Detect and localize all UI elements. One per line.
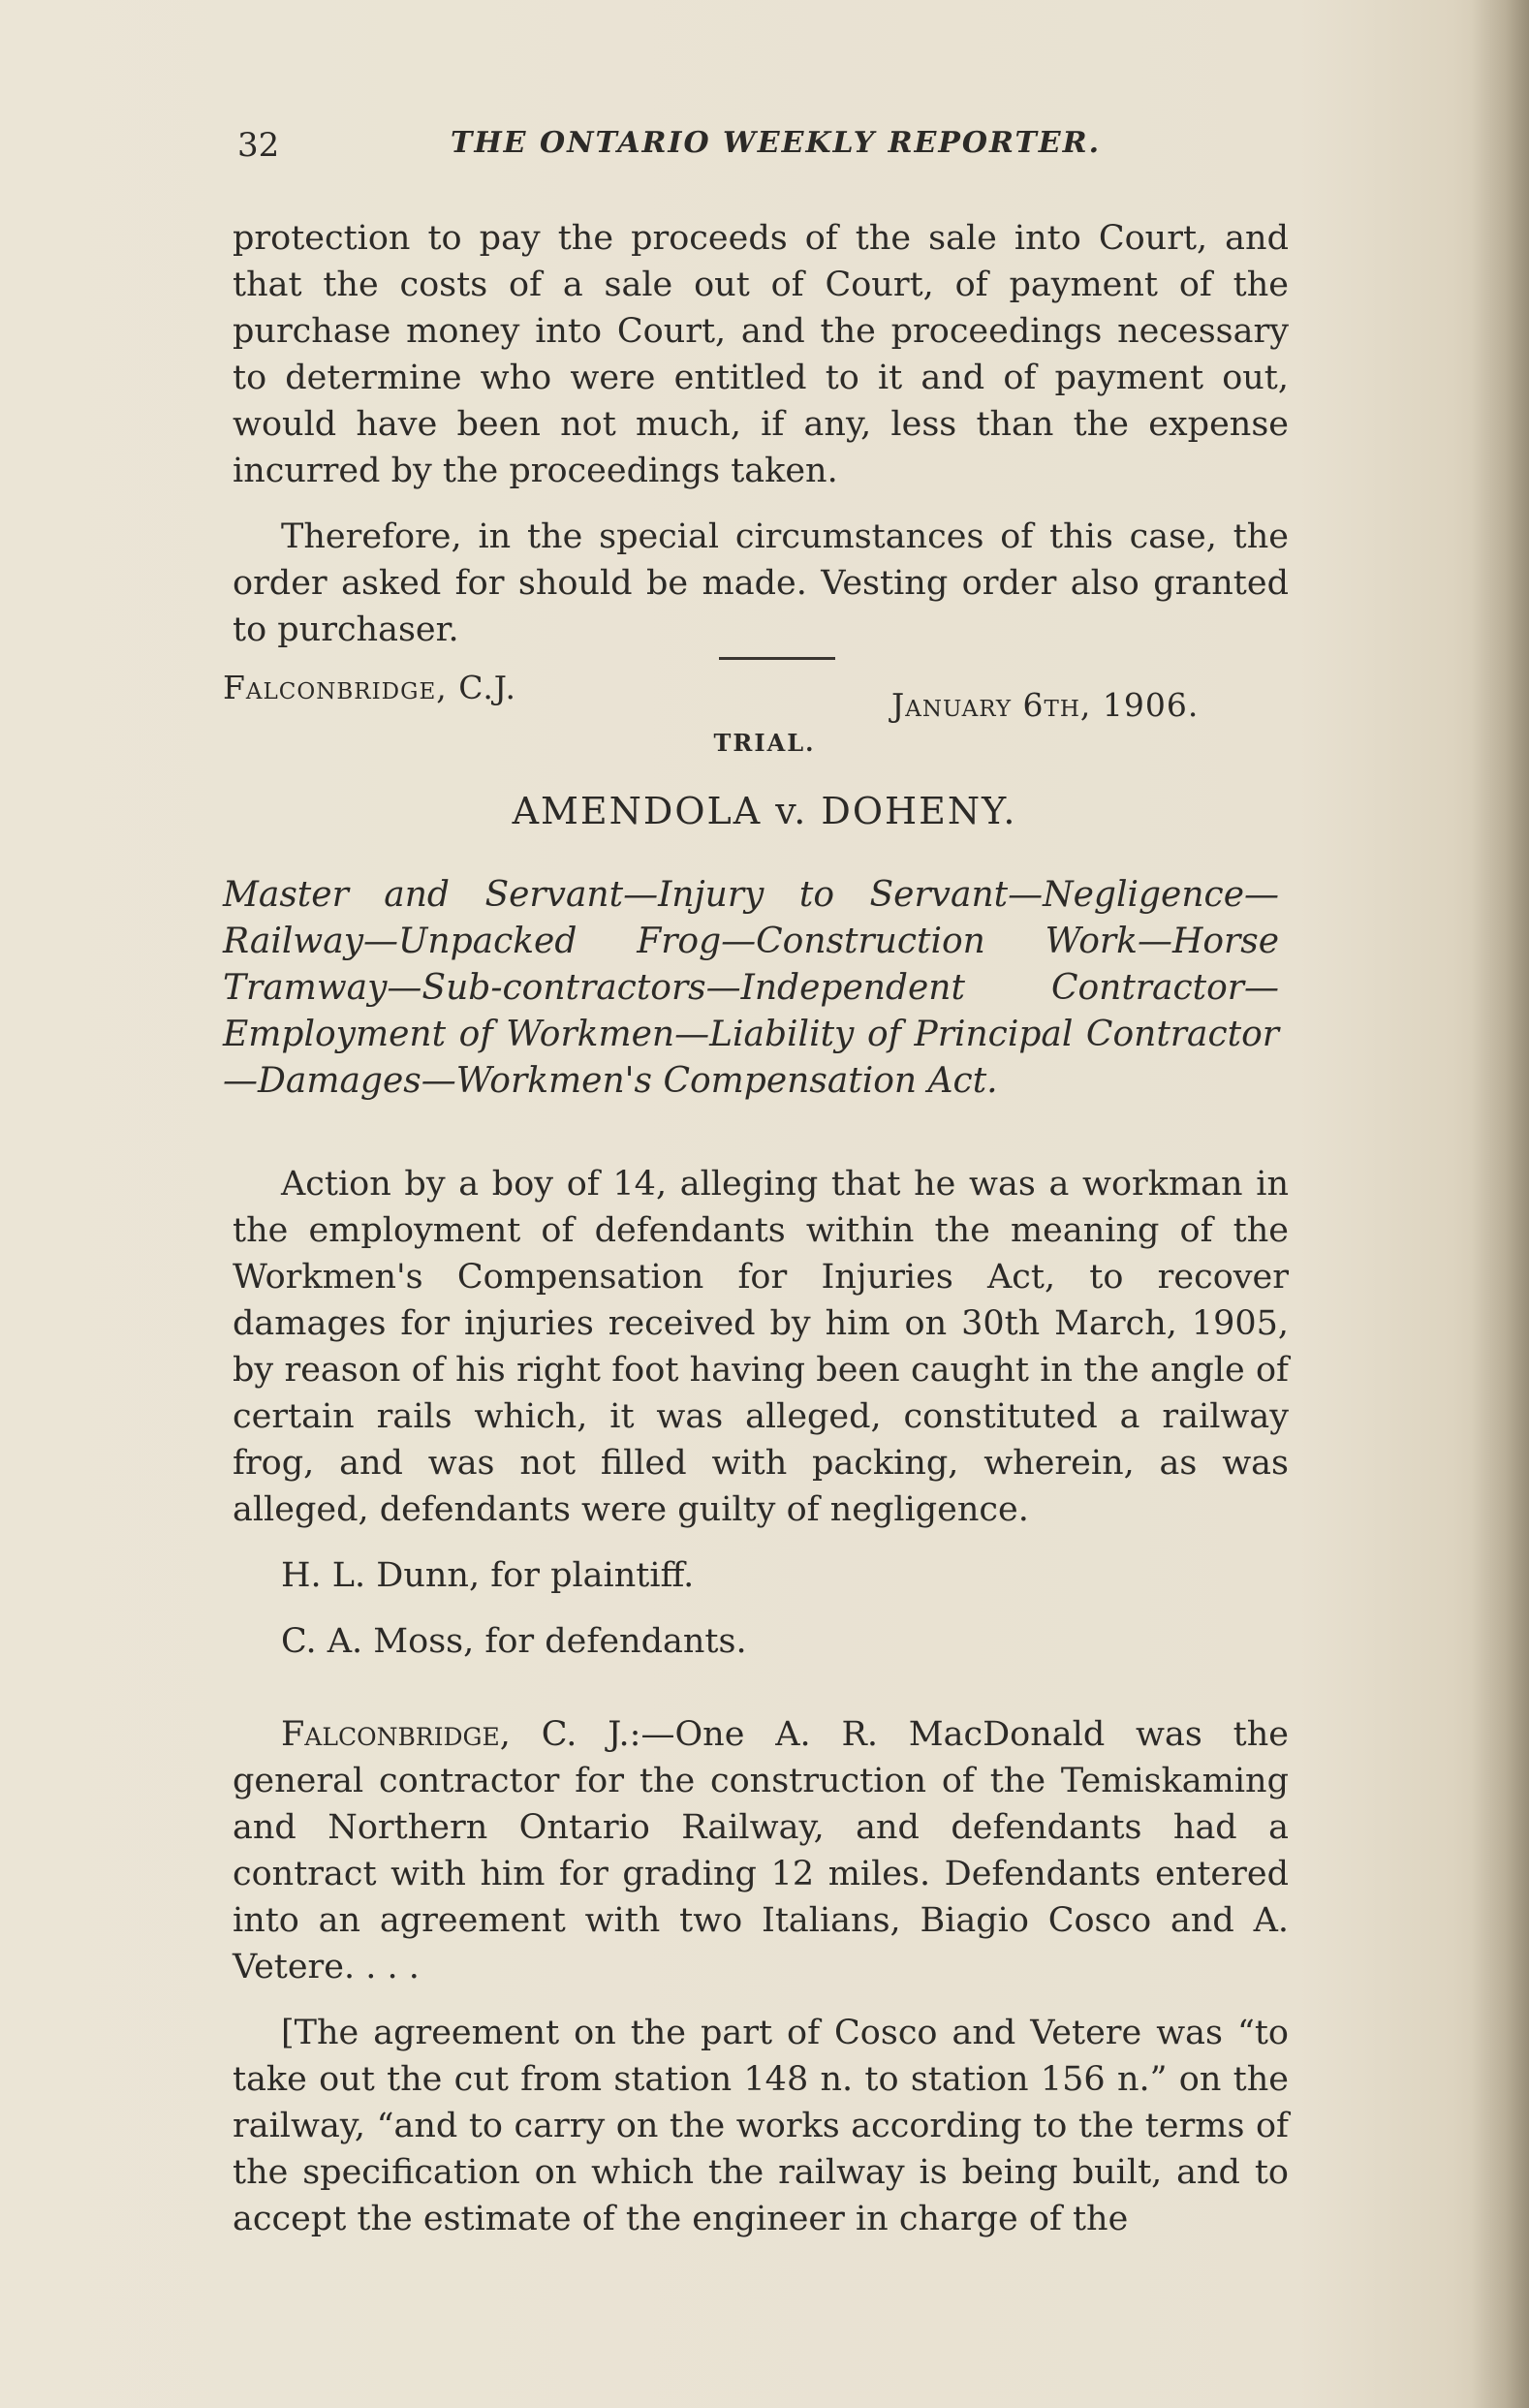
paragraph-protection: protection to pay the proceeds of the sale into Court, and that the costs of a sale out of Court, of payment of the purchase money into Court, and the proceedings necessary to determine who were entitled to it and of payment out, would have been not much, if any, less than the expense incurred by the proceedings taken.	[233, 219, 1289, 490]
judge-name: Falconbridge, C.J.	[223, 669, 516, 706]
paragraph-agreement: [The agreement on the part of Cosco and Vetere was “to take out the cut from station 148 n. to station 156 n.” on the railway, “and to carry on the works according to the terms of the specification on which the railway is being built, and to accept the estimate of the engineer in charge of the	[233, 2014, 1289, 2238]
running-header	[237, 126, 1303, 184]
headnote: Master and Servant—Injury to Servant—Negligence—Railway—Unpacked Frog—Construction Work—Horse Tramway—Sub-contractors—Independent Contractor—Employment of Workmen—Liability of Principal Contractor—Damages—Workmen's Compensation Act.	[223, 875, 1279, 1101]
book-spine-shadow	[1471, 0, 1529, 2408]
journal-title: THE ONTARIO WEEKLY REPORTER.	[451, 126, 1102, 160]
paragraph-judgment	[233, 1711, 1289, 1990]
section-divider	[719, 657, 835, 660]
judgment-speaker: Falconbridge, C. J.	[281, 1715, 630, 1754]
case-title: AMENDOLA v. DOHENY.	[512, 790, 1017, 832]
counsel-defendants: C. A. Moss, for defendants.	[281, 1622, 747, 1661]
trial-label: TRIAL.	[713, 729, 816, 757]
top-section	[233, 215, 1289, 672]
judgment-text: :—One A. R. MacDonald was the general contractor for the construction of the Temiskaming and Northern Ontario Railway, and defendants had a contract with him for grading 12 miles. Defendants entered into an agreement with two Italians, Biagio Cosco and A. Vetere. . . .	[233, 1715, 1289, 1986]
page-number: 32	[237, 126, 280, 165]
paragraph-therefore: Therefore, in the special circumstances of this case, the order asked for should be made. Vesting order also granted to purchaser.	[233, 517, 1289, 649]
judgment-date: January 6th, 1906.	[891, 686, 1200, 724]
counsel-plaintiff: H. L. Dunn, for plaintiff.	[281, 1556, 695, 1595]
body-section	[233, 1161, 1289, 2262]
paragraph-action: Action by a boy of 14, alleging that he was a workman in the employment of defendants within the meaning of the Workmen's Compensation for Injuries Act, to recover damages for injuries received by him on 30th March, 1905, by reason of his right foot having been caught in the angle of certain rails which, it was alleged, constituted a railway frog, and was not filled with packing, wherein, as was alleged, defendants were guilty of negligence.	[233, 1165, 1289, 1529]
